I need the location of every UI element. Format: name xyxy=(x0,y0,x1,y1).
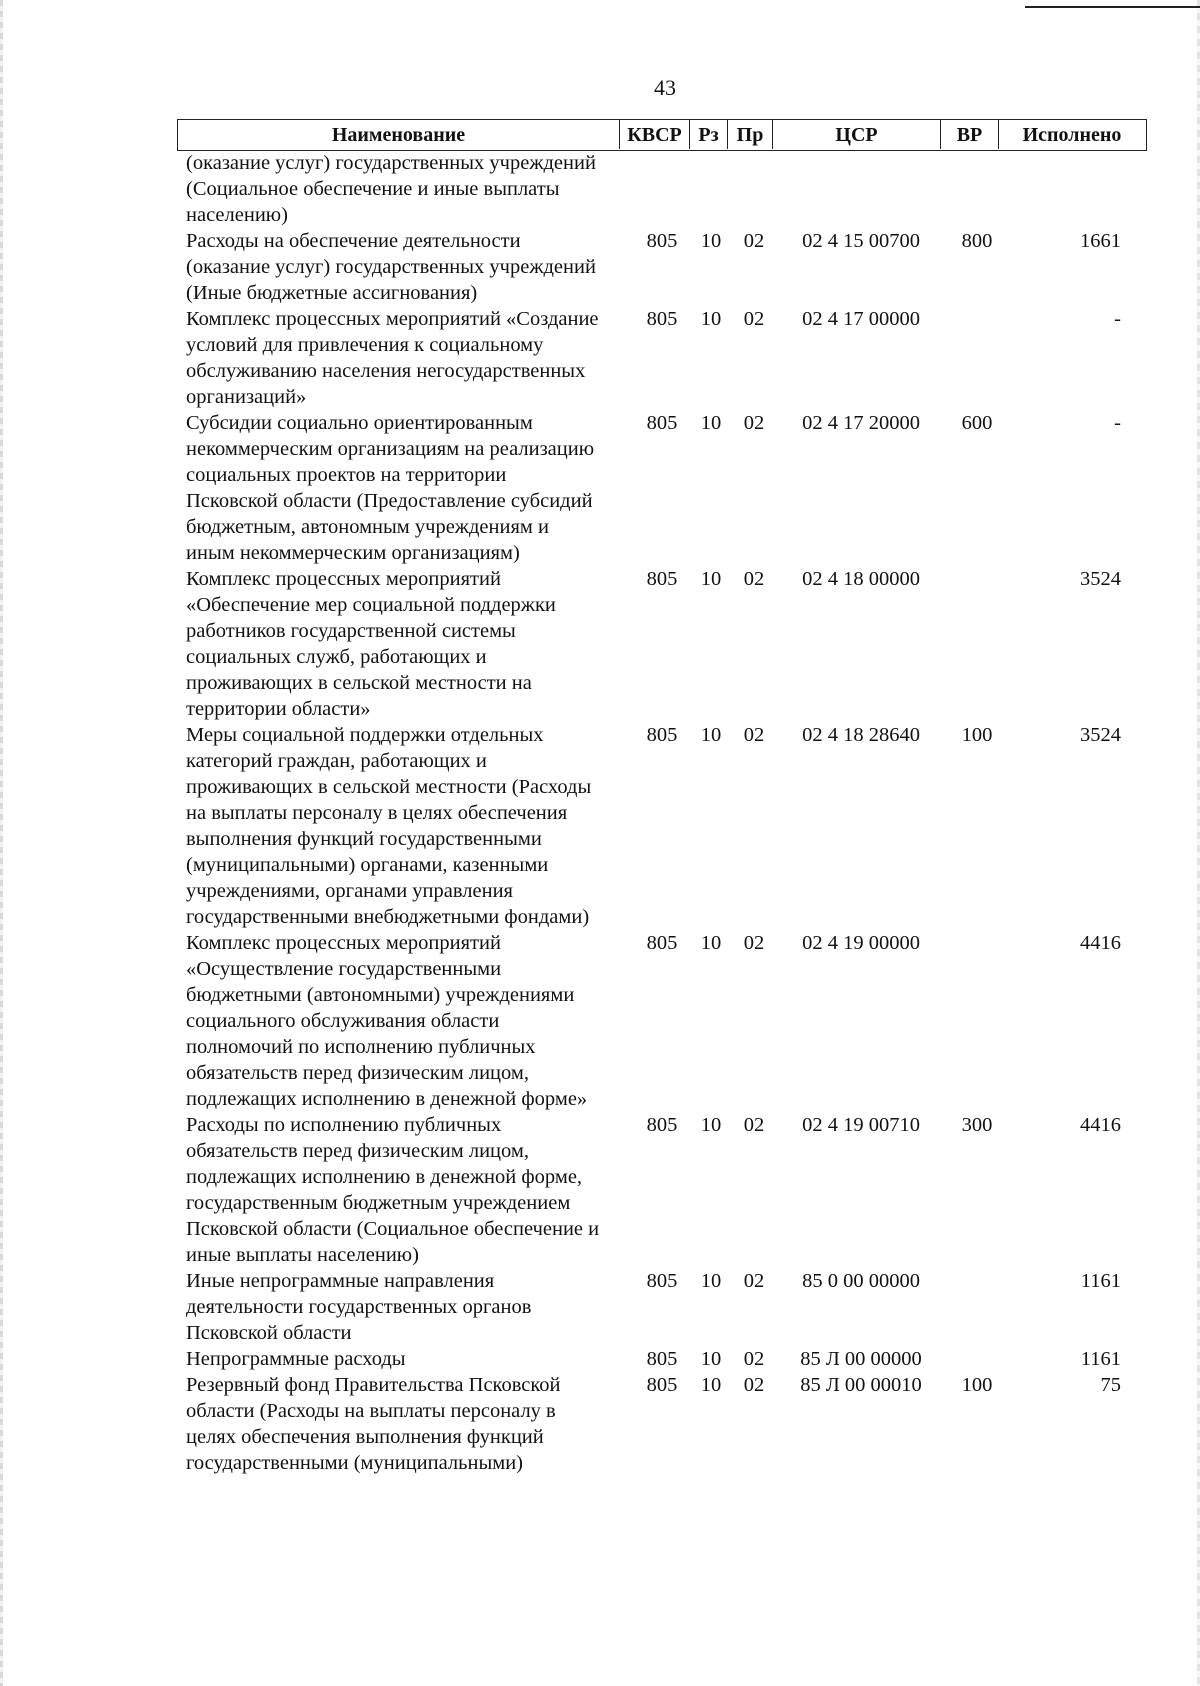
cell-done: 1661 xyxy=(1080,230,1121,252)
cell-rz: 10 xyxy=(700,1114,722,1136)
table-row xyxy=(186,150,1136,228)
cell-pr: 02 xyxy=(743,568,765,590)
cell-csr: 02 4 19 00000 xyxy=(802,932,920,954)
table-row xyxy=(186,228,1136,306)
table-row xyxy=(186,930,1136,1112)
cell-pr: 02 xyxy=(743,1114,765,1136)
cell-done: 4416 xyxy=(1080,932,1121,954)
cell-rz: 10 xyxy=(700,1270,722,1292)
cell-kvsr: 805 xyxy=(646,308,678,330)
table-row xyxy=(186,722,1136,930)
cell-name: Иные непрограммные направления деятельности государственных органов Псковской области xyxy=(186,1270,532,1344)
cell-done: - xyxy=(1114,308,1121,330)
cell-csr: 02 4 19 00710 xyxy=(802,1114,920,1136)
cell-kvsr: 805 xyxy=(646,230,678,252)
cell-rz: 10 xyxy=(700,724,722,746)
cell-done: 3524 xyxy=(1080,724,1121,746)
cell-kvsr: 805 xyxy=(646,932,678,954)
cell-kvsr: 805 xyxy=(646,1270,678,1292)
cell-name: (оказание услуг) государственных учреждений (Социальное обеспечение и иные выплаты населению) xyxy=(186,152,596,226)
cell-done: 1161 xyxy=(1080,1270,1121,1292)
table-row xyxy=(186,306,1136,410)
cell-kvsr: 805 xyxy=(646,724,678,746)
cell-csr: 85 Л 00 00010 xyxy=(800,1374,922,1396)
cell-pr: 02 xyxy=(743,308,765,330)
cell-kvsr: 805 xyxy=(646,1348,678,1370)
scan-edge-left xyxy=(0,0,3,1686)
cell-name: Непрограммные расходы xyxy=(186,1348,406,1370)
cell-csr: 85 0 00 00000 xyxy=(802,1270,920,1292)
cell-vr: 300 xyxy=(961,1114,993,1136)
cell-csr: 02 4 17 00000 xyxy=(802,308,920,330)
cell-pr: 02 xyxy=(743,1348,765,1370)
cell-vr: 600 xyxy=(961,412,993,434)
table-row xyxy=(186,1346,1136,1372)
cell-rz: 10 xyxy=(700,568,722,590)
cell-name: Субсидии социально ориентированным некоммерческим организациям на реализацию социальных проектов на территории Псковской области (Предоставление субсидий бюджетным, автономным учреждениям и иным некоммерческим организациям) xyxy=(186,412,595,564)
cell-done: 4416 xyxy=(1080,1114,1121,1136)
cell-pr: 02 xyxy=(743,230,765,252)
cell-csr: 02 4 18 00000 xyxy=(802,568,920,590)
cell-done: 3524 xyxy=(1080,568,1121,590)
cell-rz: 10 xyxy=(700,308,722,330)
cell-kvsr: 805 xyxy=(646,1374,678,1396)
cell-vr: 800 xyxy=(961,230,993,252)
cell-csr: 02 4 18 28640 xyxy=(802,724,920,746)
cell-pr: 02 xyxy=(743,724,765,746)
cell-vr: 100 xyxy=(961,724,993,746)
cell-pr: 02 xyxy=(743,932,765,954)
header-pr: Пр xyxy=(728,120,773,149)
cell-kvsr: 805 xyxy=(646,412,678,434)
cell-done: 75 xyxy=(1100,1374,1121,1396)
cell-name: Комплекс процессных мероприятий «Обеспечение мер социальной поддержки работников государственной системы социальных служб, работающих и проживающих в сельской местности на территории области» xyxy=(186,568,556,720)
cell-name: Расходы по исполнению публичных обязательств перед физическим лицом, подлежащих исполнению в денежной форме, государственным бюджетным учреждением Псковской области (Социальное обеспечение и иные выплаты населению) xyxy=(186,1114,600,1266)
cell-name: Резервный фонд Правительства Псковской области (Расходы на выплаты персоналу в целях обеспечения выполнения функций государственными (муниципальными) xyxy=(186,1374,561,1474)
header-rz: Рз xyxy=(690,120,728,149)
cell-rz: 10 xyxy=(700,1348,722,1370)
header-name: Наименование xyxy=(178,120,620,149)
table-row xyxy=(186,1372,1136,1476)
header-kvsr: КВСР xyxy=(620,120,690,149)
page-number: 43 xyxy=(654,75,676,100)
table-row xyxy=(186,1112,1136,1268)
cell-name: Расходы на обеспечение деятельности (оказание услуг) государственных учреждений (Иные бюджетные ассигнования) xyxy=(186,230,596,304)
cell-done: 1161 xyxy=(1080,1348,1121,1370)
cell-done: - xyxy=(1114,412,1121,434)
cell-kvsr: 805 xyxy=(646,568,678,590)
top-rule-line xyxy=(1025,6,1200,8)
table-row xyxy=(186,566,1136,722)
cell-kvsr: 805 xyxy=(646,1114,678,1136)
cell-csr: 02 4 17 20000 xyxy=(802,412,920,434)
cell-name: Меры социальной поддержки отдельных категорий граждан, работающих и проживающих в сельской местности (Расходы на выплаты персоналу в целях обеспечения выполнения функций государственными (муниципальными) органами, казенными учреждениями, органами управления государственными внебюджетными фондами) xyxy=(186,724,592,928)
cell-name: Комплекс процессных мероприятий «Осуществление государственными бюджетными (автономными) учреждениями социального обслуживания области полномочий по исполнению публичных обязательств перед физическим лицом, подлежащих исполнению в денежной форме» xyxy=(186,932,588,1110)
table-row xyxy=(186,1268,1136,1346)
cell-pr: 02 xyxy=(743,412,765,434)
cell-rz: 10 xyxy=(700,230,722,252)
header-done: Исполнено xyxy=(1022,124,1122,146)
header-vr: ВР xyxy=(941,120,999,149)
table-row xyxy=(186,410,1136,566)
cell-pr: 02 xyxy=(743,1374,765,1396)
cell-vr: 100 xyxy=(961,1374,993,1396)
cell-rz: 10 xyxy=(700,1374,722,1396)
cell-name: Комплекс процессных мероприятий «Создание условий для привлечения к социальному обслуживанию населения негосударственных организаций» xyxy=(186,308,599,408)
cell-rz: 10 xyxy=(700,412,722,434)
cell-csr: 85 Л 00 00000 xyxy=(800,1348,922,1370)
table-body xyxy=(186,150,1136,1476)
cell-pr: 02 xyxy=(743,1270,765,1292)
header-csr: ЦСР xyxy=(773,120,941,149)
cell-csr: 02 4 15 00700 xyxy=(802,230,920,252)
table-header xyxy=(177,119,1147,151)
cell-rz: 10 xyxy=(700,932,722,954)
